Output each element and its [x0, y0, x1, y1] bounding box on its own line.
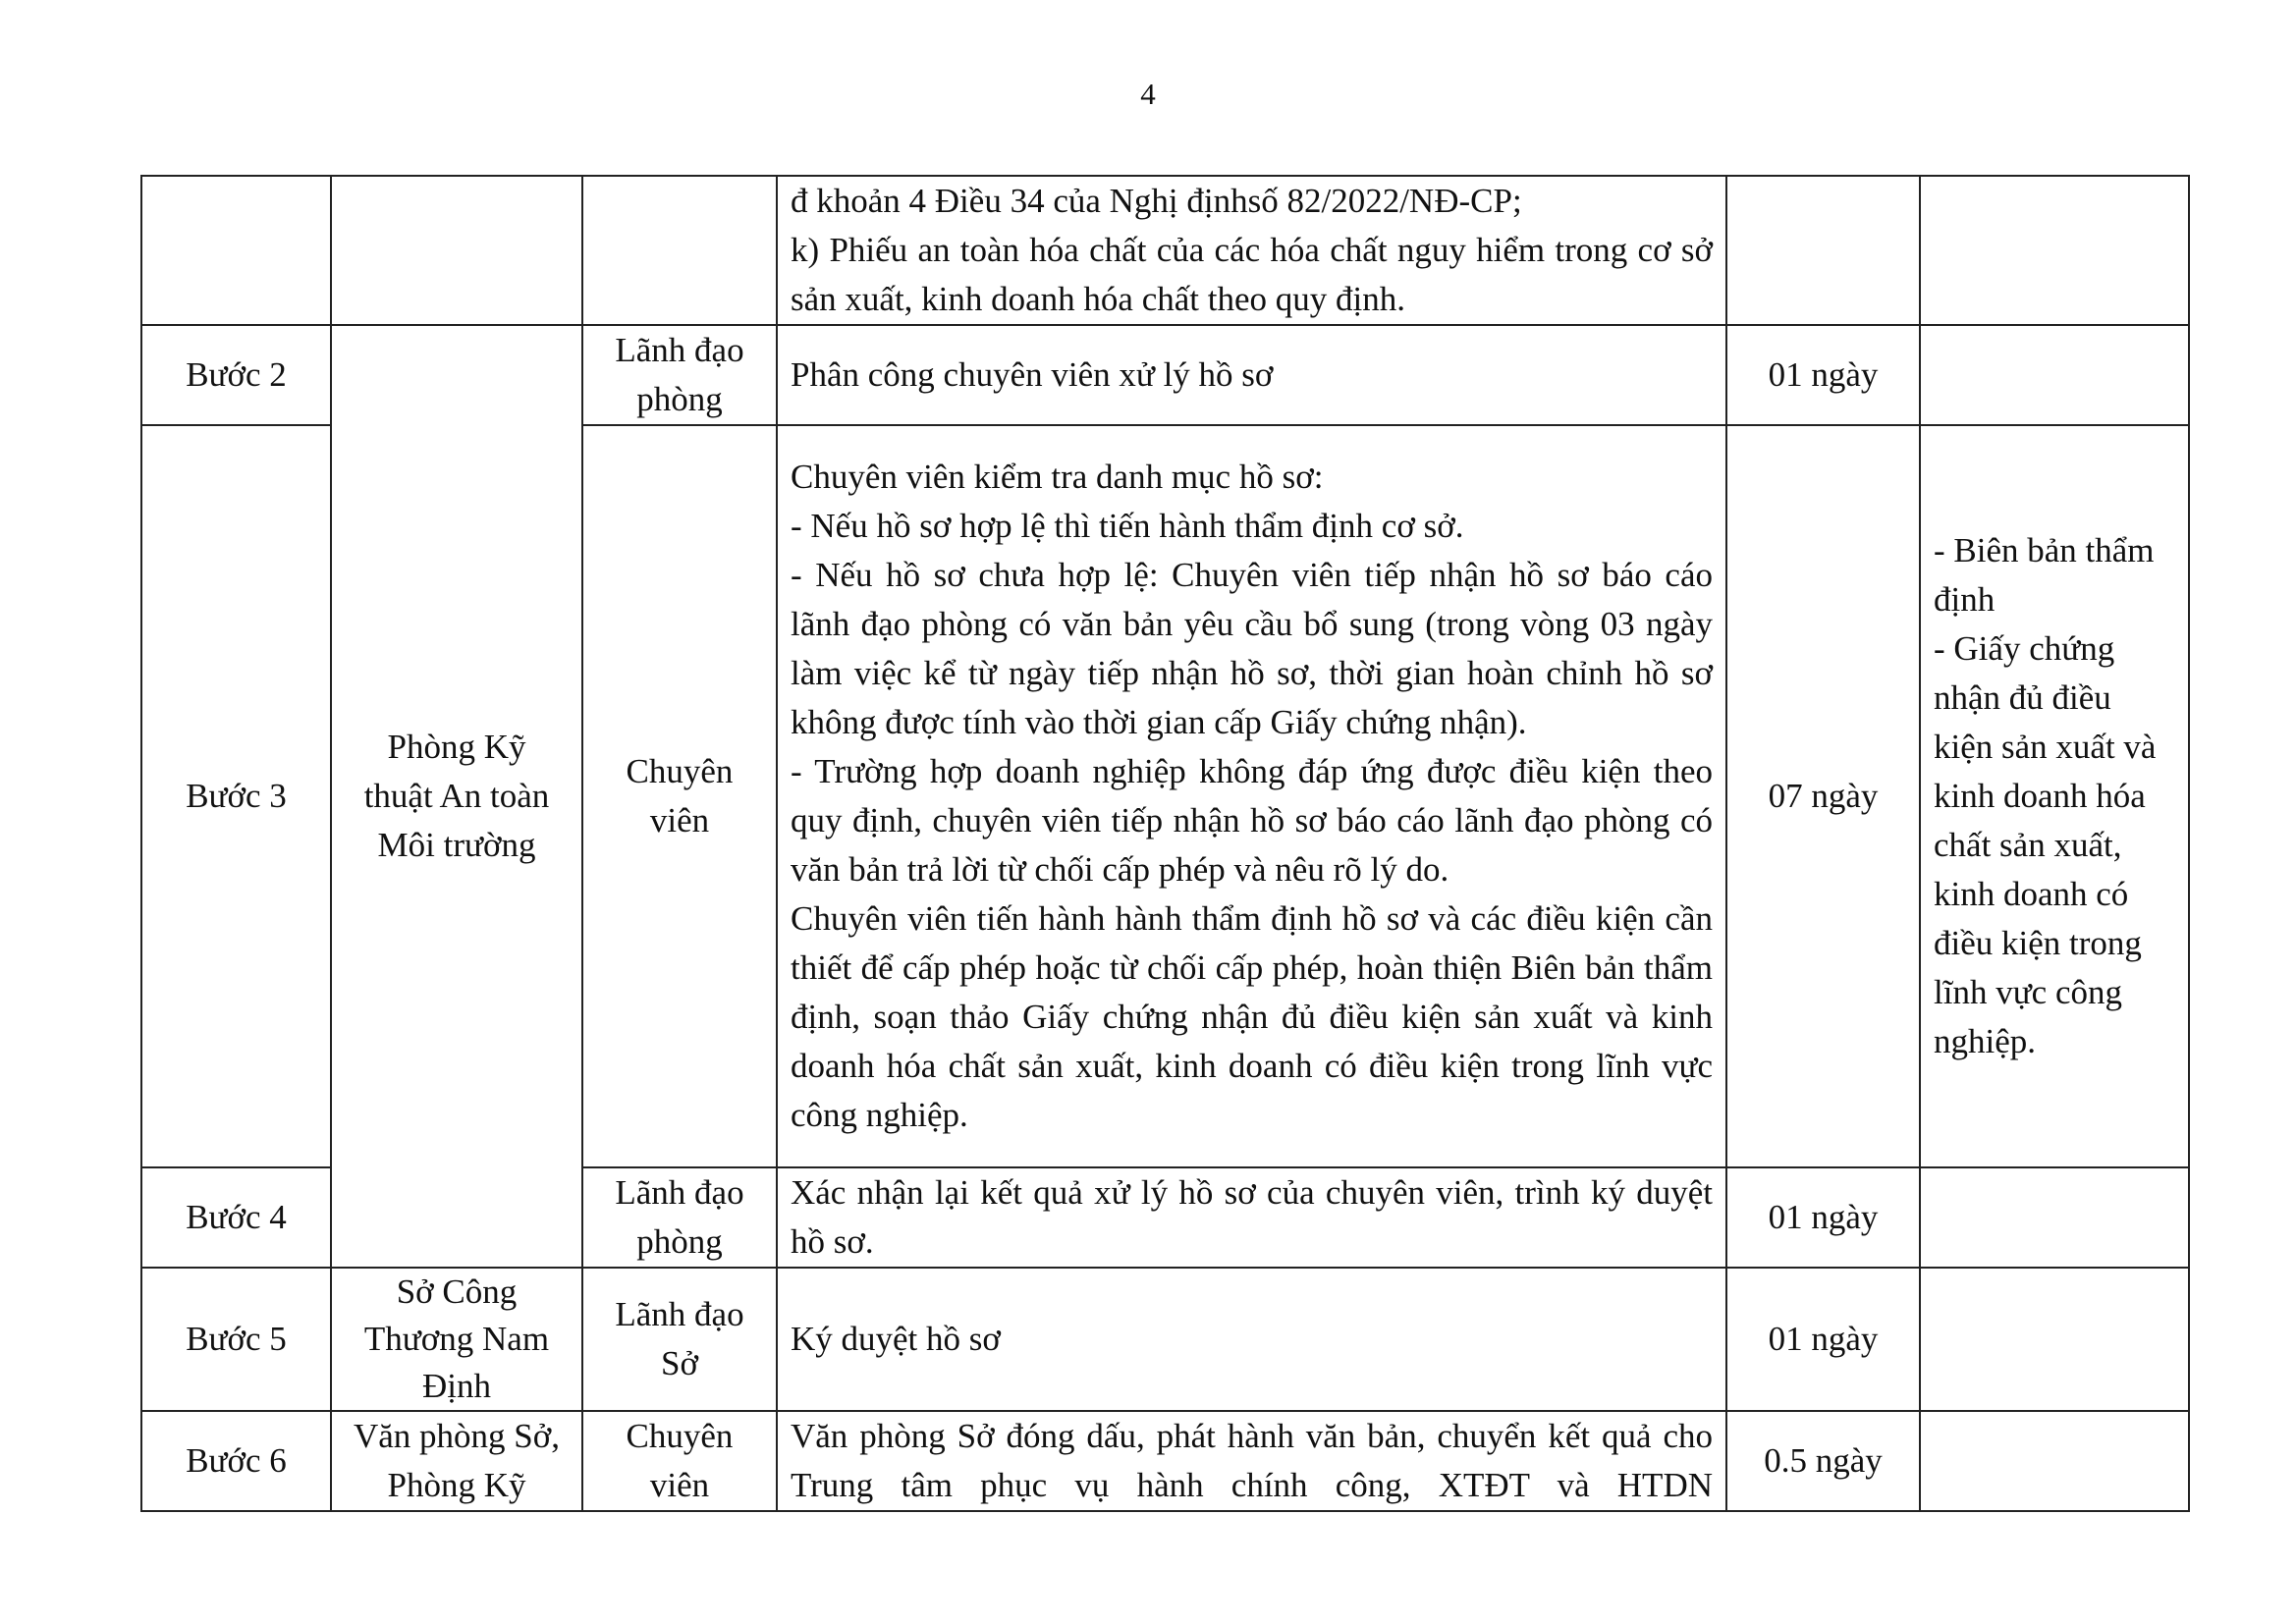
table-row: [141, 176, 2189, 325]
table-row: [141, 1411, 2189, 1511]
notes-cell: [1920, 325, 2189, 425]
time-cell: 01 ngày: [1726, 1268, 1920, 1411]
notes-cell: [1920, 1167, 2189, 1268]
page-number: 4: [1140, 77, 1156, 111]
time-cell: 01 ngày: [1726, 1167, 1920, 1268]
content-line: k) Phiếu an toàn hóa chất của các hóa chất nguy hiểm trong cơ sở sản xuất, kinh doanh hóa chất theo quy định.: [791, 231, 1713, 318]
notes-cell: [1920, 425, 2189, 1167]
step-cell: Bước 6: [141, 1411, 331, 1511]
role-cell: [582, 176, 777, 325]
notes-cell: [1920, 1268, 2189, 1411]
time-cell: 07 ngày: [1726, 425, 1920, 1167]
role-cell: Lãnh đạo phòng: [582, 325, 777, 425]
notes-line: - Giấy chứng nhận đủ điều kiện sản xuất và kinh doanh hóa chất sản xuất, kinh doanh có điều kiện trong lĩnh vực công nghiệp.: [1934, 629, 2157, 1060]
table-row: [141, 1268, 2189, 1411]
step-cell: Bước 5: [141, 1268, 331, 1411]
content-cell: [777, 325, 1726, 425]
content-cell: [777, 1167, 1726, 1268]
unit-cell: Sở Công Thương Nam Định: [331, 1268, 582, 1411]
content-line: Ký duyệt hồ sơ: [791, 1320, 1001, 1358]
notes-cell: [1920, 176, 2189, 325]
content-line: Chuyên viên tiến hành hành thẩm định hồ sơ và các điều kiện cần thiết để cấp phép hoặc từ chối cấp phép, hoàn thiện Biên bản thẩm định, soạn thảo Giấy chứng nhận đủ điều kiện sản xuất và kinh doanh hóa chất sản xuất, kinh doanh có điều kiện trong lĩnh vực công nghiệp.: [791, 899, 1713, 1134]
content-line: Chuyên viên kiểm tra danh mục hồ sơ:: [791, 458, 1324, 496]
content-line: Phân công chuyên viên xử lý hồ sơ: [791, 355, 1274, 394]
unit-cell: [331, 176, 582, 325]
time-cell: 01 ngày: [1726, 325, 1920, 425]
time-cell: 0.5 ngày: [1726, 1411, 1920, 1511]
table-row: [141, 325, 2189, 425]
unit-cell: Phòng Kỹ thuật An toàn Môi trường: [331, 325, 582, 1268]
step-cell: Bước 4: [141, 1167, 331, 1268]
step-cell: Bước 2: [141, 325, 331, 425]
role-cell: Lãnh đạo phòng: [582, 1167, 777, 1268]
step-cell: [141, 176, 331, 325]
content-cell: [777, 425, 1726, 1167]
procedure-table: [140, 175, 2190, 1512]
content-cell: [777, 1411, 1726, 1511]
content-cell: [777, 176, 1726, 325]
role-cell: Chuyên viên: [582, 1411, 777, 1511]
content-line: - Nếu hồ sơ chưa hợp lệ: Chuyên viên tiếp nhận hồ sơ báo cáo lãnh đạo phòng có văn bản yêu cầu bổ sung (trong vòng 03 ngày làm việc kể từ ngày tiếp nhận hồ sơ, thời gian hoàn chỉnh hồ sơ không được tính vào thời gian cấp Giấy chứng nhận).: [791, 556, 1713, 741]
step-cell: Bước 3: [141, 425, 331, 1167]
content-line: - Nếu hồ sơ hợp lệ thì tiến hành thẩm định cơ sở.: [791, 507, 1464, 545]
content-cell: [777, 1268, 1726, 1411]
unit-cell: Văn phòng Sở, Phòng Kỹ: [331, 1411, 582, 1511]
notes-line: - Biên bản thẩm định: [1934, 531, 2155, 619]
role-cell: Chuyên viên: [582, 425, 777, 1167]
notes-cell: [1920, 1411, 2189, 1511]
content-line: Văn phòng Sở đóng dấu, phát hành văn bản, chuyển kết quả cho Trung tâm phục vụ hành chính công, XTĐT và HTDN: [791, 1417, 1713, 1504]
content-line: Xác nhận lại kết quả xử lý hồ sơ của chuyên viên, trình ký duyệt hồ sơ.: [791, 1173, 1713, 1261]
content-line: - Trường hợp doanh nghiệp không đáp ứng được điều kiện theo quy định, chuyên viên tiếp nhận hồ sơ báo cáo lãnh đạo phòng có văn bản trả lời từ chối cấp phép và nêu rõ lý do.: [791, 752, 1713, 889]
content-line: đ khoản 4 Điều 34 của Nghị địnhsố 82/2022/NĐ-CP;: [791, 182, 1522, 220]
time-cell: [1726, 176, 1920, 325]
role-cell: Lãnh đạo Sở: [582, 1268, 777, 1411]
